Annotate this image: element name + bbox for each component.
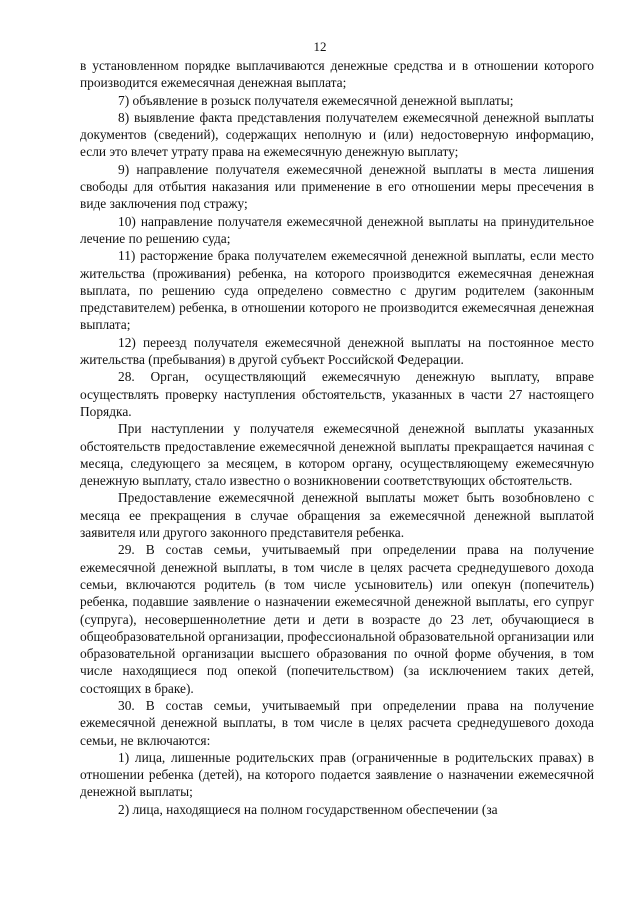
paragraph-item-10: 10) направление получателя ежемесячной денежной выплаты на принудительное лечение по решению суда; xyxy=(80,213,594,246)
page-number: 12 xyxy=(313,39,327,54)
paragraph-continuation: в установленном порядке выплачиваются денежные средства и в отношении которого производится ежемесячная денежная выплата; xyxy=(80,58,594,91)
paragraph-section-30: 30. В состав семьи, учитываемый при определении права на получение ежемесячной денежной выплаты, в том числе в целях расчета среднедушевого дохода семьи, не включаются: xyxy=(80,697,594,748)
paragraph-section-28-resumption: Предоставление ежемесячной денежной выплаты может быть возобновлено с месяца ее прекращения в случае обращения за ежемесячной денежной выплатой заявителя или другого законного представителя ребенка. xyxy=(80,490,594,541)
paragraph-item-9: 9) направление получателя ежемесячной денежной выплаты в места лишения свободы для отбытия наказания или применение в его отношении меры пресечения в виде заключения под стражу; xyxy=(80,161,594,212)
paragraph-item-8: 8) выявление факта представления получателем ежемесячной денежной выплаты документов (сведений), содержащих неполную и (или) недостоверную информацию, если это влечет утрату права на ежемесячную денежную выплату; xyxy=(80,109,594,160)
paragraph-section-29: 29. В состав семьи, учитываемый при определении права на получение ежемесячной денежной выплаты, в том числе в целях расчета среднедушевого дохода семьи, включаются родитель (в том числе усыновитель) или опекун (попечитель) ребенка, подавшие заявление о назначении ежемесячной денежной выплаты, его супруг (супруга), несовершеннолетние дети и дети в возрасте до 23 лет, обучающиеся в общеобразовательной организации, профессиональной образовательной организации или образовательной организации высшего образования по очной форме обучения, в том числе находящиеся под опекой (попечительством) (за исключением таких детей, состоящих в браке). xyxy=(80,542,594,696)
paragraph-section-28: 28. Орган, осуществляющий ежемесячную денежную выплату, вправе осуществлять проверку наступления обстоятельств, указанных в части 27 настоящего Порядка. xyxy=(80,369,594,419)
paragraph-section-28-termination: При наступлении у получателя ежемесячной денежной выплаты указанных обстоятельств предоставление ежемесячной денежной выплаты прекращается начиная с месяца, следующего за месяцем, в котором органу, осуществляющему ежемесячную денежную выплату, стало известно о возникновении соответствующих обстоятельств. xyxy=(80,421,594,489)
paragraph-item-11: 11) расторжение брака получателем ежемесячной денежной выплаты, если место жительства (проживания) ребенка, на которого производится ежемесячная денежная выплата, по решению суда определено совместно с другим родителем (законным представителем) ребенка, в отношении которого не производится ежемесячная денежная выплата; xyxy=(80,248,594,333)
paragraph-section-30-item-1: 1) лица, лишенные родительских прав (ограниченные в родительских правах) в отношении ребенка (детей), на которого подается заявление о назначении ежемесячной денежной выплаты; xyxy=(80,749,594,800)
paragraph-item-12: 12) переезд получателя ежемесячной денежной выплаты на постоянное место жительства (пребывания) в другой субъект Российской Федерации. xyxy=(80,334,594,368)
paragraph-section-30-item-2: 2) лица, находящиеся на полном государственном обеспечении (за xyxy=(118,801,498,817)
paragraph-item-7: 7) объявление в розыск получателя ежемесячной денежной выплаты; xyxy=(118,92,514,108)
document-body xyxy=(80,57,594,818)
